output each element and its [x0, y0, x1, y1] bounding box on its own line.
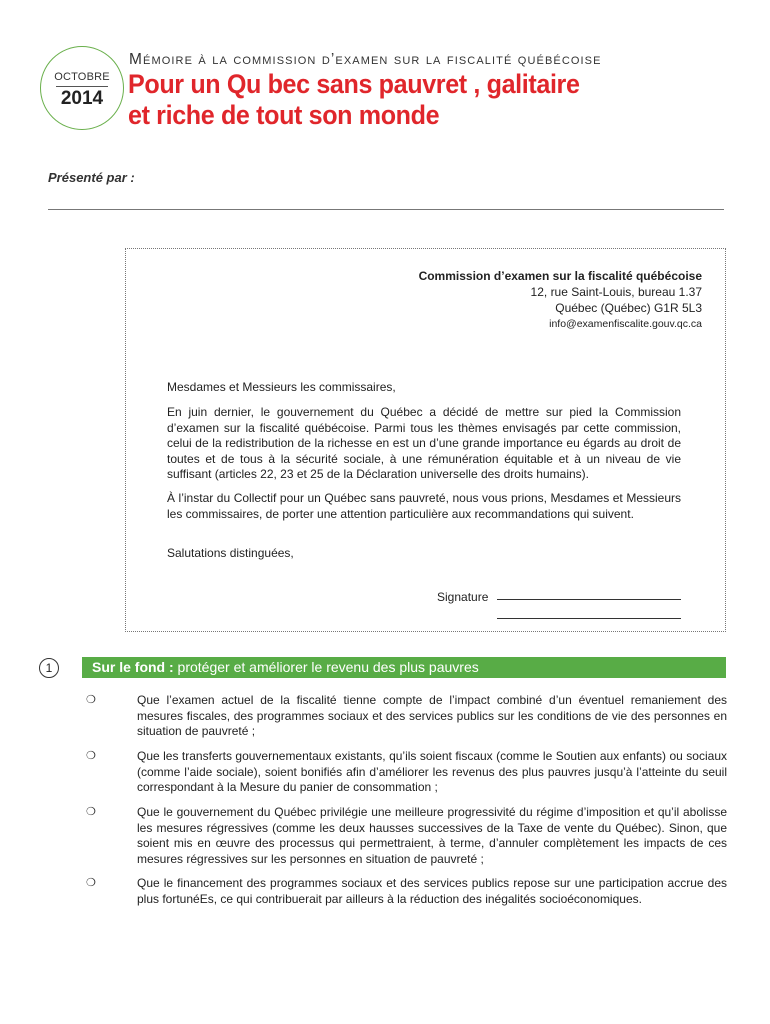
- recommendation-item: Que le financement des programmes sociaux et des services publics repose sur une participation accrue des plus fortunéEs, ce qui contribuerait par ailleurs à la réduction des inégalités socioéconomiques.: [137, 876, 727, 906]
- section-title-bold: Sur le fond :: [92, 659, 174, 675]
- badge-divider: [56, 86, 108, 87]
- letter-greeting: Mesdames et Messieurs les commissaires,: [167, 380, 396, 394]
- recipient-email: info@examenfiscalite.gouv.qc.ca: [549, 318, 702, 330]
- recommendation-item: Que le gouvernement du Québec privilégie une meilleure progressivité du régime d’imposition et qu’il abolisse les mesures régressives (comme les deux hausses successives de la Taxe de vente du Québec). Sinon, que soient mis en œuvre des processus qui permettraient, à terme, d’annuler complètement les impacts de ces mesures régressives sur les personnes en situation de pauvreté ;: [137, 805, 727, 866]
- badge-month: OCTOBRE: [54, 71, 110, 83]
- letter-paragraph-2: À l’instar du Collectif pour un Québec sans pauvreté, nous vous prions, Mesdames et Messieurs les commissaires, de porter une attention particulière aux recommandations qui suivent.: [167, 491, 681, 521]
- signature-field-line-2[interactable]: [497, 618, 681, 619]
- recipient-city: Québec (Québec) G1R 5L3: [555, 301, 702, 315]
- section-number-badge: 1: [39, 658, 59, 678]
- section-title-rest: protéger et améliorer le revenu des plus pauvres: [173, 659, 479, 675]
- signature-field-line[interactable]: [497, 599, 681, 600]
- presented-by-field-line[interactable]: [48, 209, 724, 210]
- signature-label: Signature: [437, 590, 489, 604]
- recipient-street: 12, rue Saint-Louis, bureau 1.37: [530, 285, 702, 299]
- letter-paragraph-1: En juin dernier, le gouvernement du Québec a décidé de mettre sur pied la Commission d’examen sur la fiscalité québécoise. Parmi tous les thèmes envisagés par cette commission, celui de la redistribution de la richesse en est un d’une grande importance eu égards au droit de toutes et de tous à la sécurité sociale, à une rémunération équitable et à un niveau de vie suffisant (articles 22, 23 et 25 de la Déclaration universelle des droits humains).: [167, 405, 681, 481]
- badge-year: 2014: [60, 88, 104, 109]
- section-title: [92, 659, 479, 675]
- bullet-icon: ❍: [86, 750, 96, 762]
- bullet-icon: ❍: [86, 806, 96, 818]
- bullet-icon: ❍: [86, 877, 96, 889]
- letter-closing: Salutations distinguées,: [167, 546, 294, 560]
- document-title: Pour un Qu bec sans pauvret , galitaire et riche de tout son monde: [128, 69, 580, 130]
- recommendation-item: Que les transferts gouvernementaux existants, qu’ils soient fiscaux (comme le Soutien aux enfants) ou sociaux (comme l’aide sociale), soient bonifiés afin d’améliorer les revenus des plus pauvres jusqu’à l’atteinte du seuil correspondant à la Mesure du panier de consommation ;: [137, 749, 727, 794]
- recipient-name: Commission d’examen sur la fiscalité québécoise: [418, 269, 702, 283]
- bullet-icon: ❍: [86, 694, 96, 706]
- presented-by-label: Présenté par :: [48, 170, 135, 185]
- document-kicker: Mémoire à la commission d’examen sur la fiscalité québécoise: [129, 51, 602, 68]
- recommendation-item: Que l’examen actuel de la fiscalité tienne compte de l’impact combiné d’un éventuel remaniement des mesures fiscales, des programmes sociaux et des services publics sur les conditions de vie des personnes en situation de pauvreté ;: [137, 693, 727, 738]
